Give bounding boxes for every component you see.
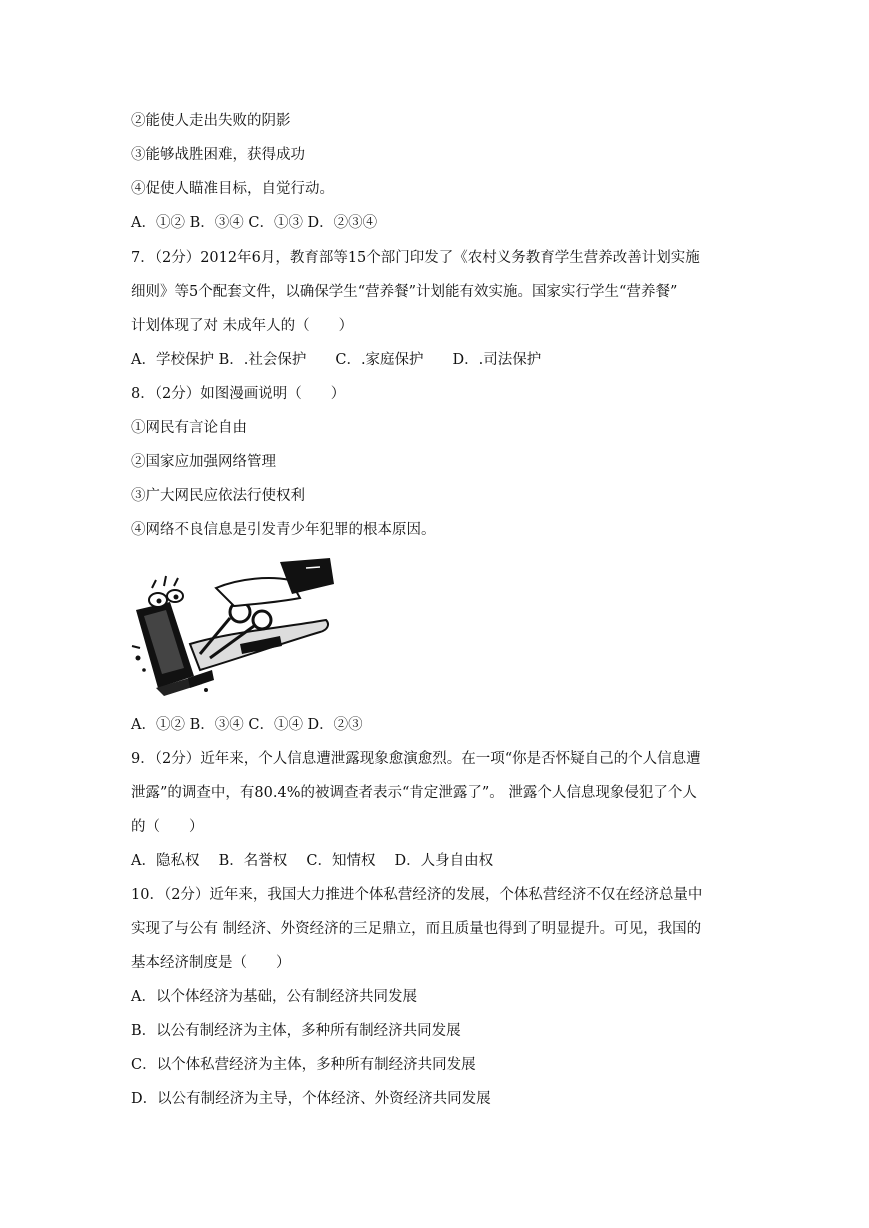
q6-statement-4: ④促使人瞄准目标，自觉行动。 [131, 181, 334, 197]
q10-option-a: A．以个体经济为基础，公有制经济共同发展 [131, 989, 417, 1005]
q9-stem-line-2: 泄露”的调查中，有80.4%的被调查者表示“肯定泄露了”。 泄露个人信息现象侵犯了个人 [131, 785, 697, 801]
q8-stem: 8．（2分）如图漫画说明（ ） [131, 386, 346, 402]
q10-stem-line-2: 实现了与公有 制经济、外资经济的三足鼎立，而且质量也得到了明显提升。可见，我国的 [131, 921, 702, 937]
q10-option-b: B．以公有制经济为主体，多种所有制经济共同发展 [131, 1023, 461, 1039]
q8-statement-2: ②国家应加强网络管理 [131, 454, 276, 470]
q8-statement-4: ④网络不良信息是引发青少年犯罪的根本原因。 [131, 522, 436, 538]
cartoon-image [130, 558, 336, 698]
q7-options: A．学校保护 B．.社会保护 C．.家庭保护 D．.司法保护 [131, 352, 542, 368]
q10-option-c: C．以个体私营经济为主体，多种所有制经济共同发展 [131, 1057, 476, 1073]
q9-stem-line-1: 9．（2分）近年来，个人信息遭泄露现象愈演愈烈。在一项“你是否怀疑自己的个人信息遭 [131, 751, 701, 767]
q6-options: A．①② B．③④ C．①③ D．②③④ [131, 215, 378, 231]
q8-options: A．①② B．③④ C．①④ D．②③ [131, 717, 363, 733]
q10-option-d: D．以公有制经济为主导，个体经济、外资经济共同发展 [131, 1091, 491, 1107]
q10-stem-line-3: 基本经济制度是（ ） [131, 955, 291, 971]
q8-statement-1: ①网民有言论自由 [131, 420, 247, 436]
q6-statement-3: ③能够战胜困难，获得成功 [131, 147, 305, 163]
q7-stem-line-1: 7．（2分）2012年6月，教育部等15个部门印发了《农村义务教育学生营养改善计划实施 [131, 250, 700, 266]
q9-stem-line-3: 的（ ） [131, 819, 204, 835]
q6-statement-2: ②能使人走出失败的阴影 [131, 113, 291, 129]
q9-options: A．隐私权 B．名誉权 C．知情权 D．人身自由权 [131, 853, 494, 869]
q7-stem-line-2: 细则》等5个配套文件，以确保学生“营养餐”计划能有效实施。国家实行学生“营养餐” [131, 284, 678, 300]
q10-stem-line-1: 10．（2分）近年来，我国大力推进个体私营经济的发展，个体私营经济不仅在经济总量中 [131, 887, 703, 903]
q7-stem-line-3: 计划体现了对 未成年人的（ ） [131, 318, 354, 334]
q8-statement-3: ③广大网民应依法行使权利 [131, 488, 305, 504]
